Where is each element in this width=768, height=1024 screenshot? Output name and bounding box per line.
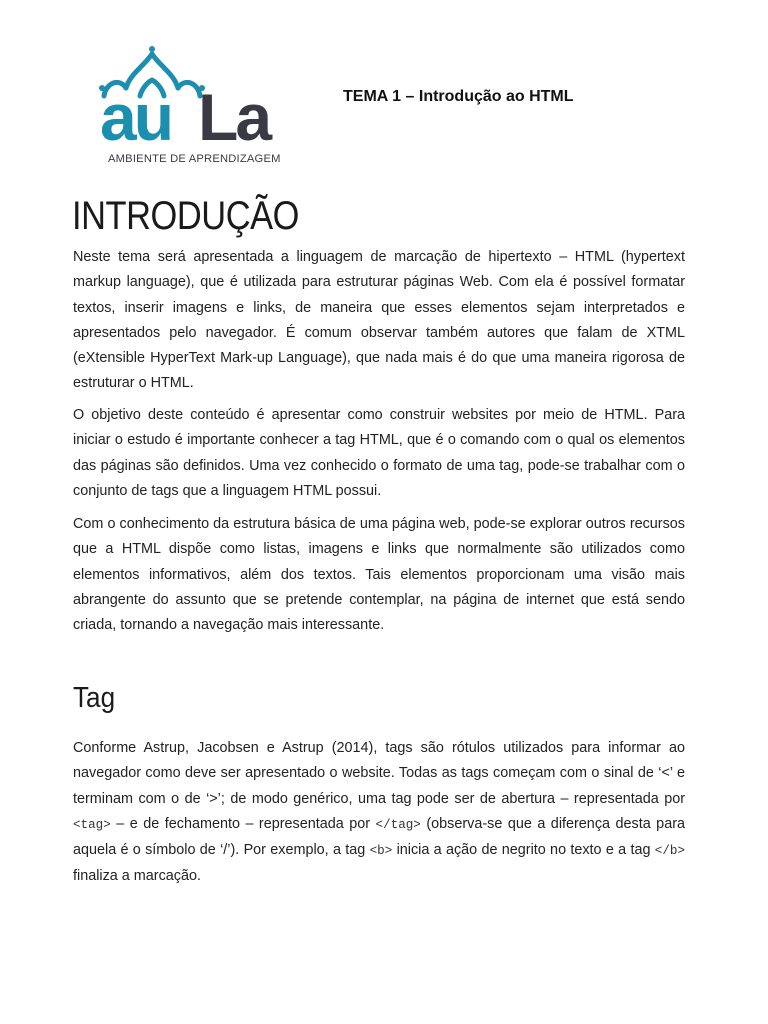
paragraph-tag-text: finaliza a marcação.: [73, 868, 201, 885]
paragraph-tag-text: (observa-se que a diferença desta para aquela é o símbolo de ‘/’). Por exemplo, a tag: [73, 815, 685, 859]
svg-text:La: La: [198, 80, 270, 154]
paragraph-tag: [73, 736, 685, 890]
document-title: TEMA 1 – Introdução ao HTML: [343, 88, 574, 105]
code-tag-close: </tag>: [375, 817, 421, 832]
paragraph-intro-3: Com o conhecimento da estrutura básica de uma página web, pode-se explorar outros recursos que a HTML dispõe como listas, imagens e links que normalmente são utilizados como elementos informativos, além dos textos. Tais elementos proporcionam uma visão mais abrangente do assunto que se pretende contemplar, na página de internet que está sendo criada, tornando a navegação mais interessante.: [73, 516, 685, 634]
aula-logo: [80, 44, 330, 170]
code-b-close: </b>: [654, 844, 685, 859]
section-heading-introducao: INTRODUÇÃO: [72, 194, 299, 238]
code-tag-open: <tag>: [73, 817, 111, 832]
code-b-open: <b>: [369, 844, 393, 859]
section-heading-tag: Tag: [73, 682, 116, 714]
svg-text:AMBIENTE DE APRENDIZAGEM: AMBIENTE DE APRENDIZAGEM: [108, 153, 281, 165]
paragraph-tag-text: inicia a ação de negrito no texto e a tag: [392, 842, 655, 859]
paragraph-intro-2: O objetivo deste conteúdo é apresentar como construir websites por meio de HTML. Para iniciar o estudo é importante conhecer a tag HTML, que é o comando com o qual os elementos das páginas são definidos. Uma vez conhecido o formato de uma tag, pode-se trabalhar com o conjunto de tags que a linguagem HTML possui.: [73, 407, 685, 499]
paragraph-tag-text: – e de fechamento – representada por: [110, 815, 376, 832]
svg-text:au: au: [100, 80, 172, 154]
paragraph-tag-text: Conforme Astrup, Jacobsen e Astrup (2014), tags são rótulos utilizados para informar ao navegador como deve ser apresentado o website. Todas as tags começam com o sinal de ‘<’ e terminam com o de ‘>’; de modo genérico, uma tag pode ser de abertura – representada por: [73, 740, 685, 807]
paragraph-intro-1: Neste tema será apresentada a linguagem de marcação de hipertexto – HTML (hypertext markup language), que é utilizada para estruturar páginas Web. Com ela é possível formatar textos, inserir imagens e links, de maneira que esses elementos sejam interpretados e apresentados pelo navegador. É comum observar também autores que falam de XTML (eXtensible HyperText Mark-up Language), que nada mais é do que uma maneira rigorosa de estruturar o HTML.: [73, 249, 685, 392]
